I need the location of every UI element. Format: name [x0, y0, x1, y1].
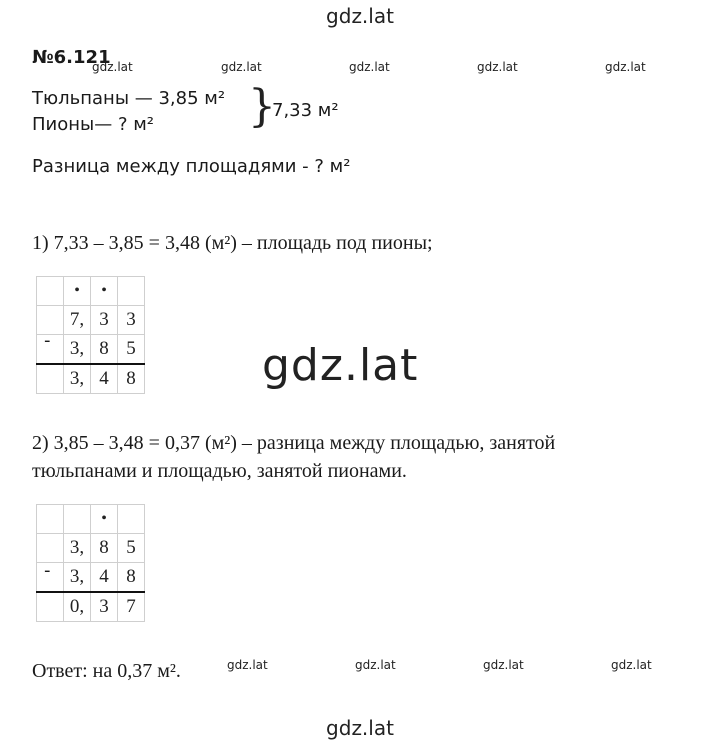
subtrahend-cell: 4 — [91, 563, 118, 593]
result-cell: 7 — [118, 592, 145, 622]
dot-cell — [118, 277, 145, 306]
dot-cell: • — [91, 277, 118, 306]
condition-total: 7,33 м² — [272, 100, 339, 121]
column-subtraction-1 — [36, 276, 145, 394]
condition-peonies: Пионы— ? м² — [32, 114, 155, 135]
watermark-small: gdz.lat — [611, 658, 652, 672]
dot-cell: • — [91, 505, 118, 534]
subtrahend-cell: 3, — [64, 335, 91, 365]
result-cell — [37, 592, 64, 622]
subtrahend-cell: 5 — [118, 335, 145, 365]
watermark-bottom: gdz.lat — [326, 716, 394, 740]
watermark-small: gdz.lat — [355, 658, 396, 672]
minuend-cell: 3 — [118, 306, 145, 335]
task-number: №6.121 — [32, 47, 111, 68]
answer: Ответ: на 0,37 м². — [32, 660, 181, 682]
dot-cell — [118, 505, 145, 534]
condition-tulips: Тюльпаны — 3,85 м² — [32, 88, 226, 109]
dot-cell — [37, 505, 64, 534]
step-2-line-1: 2) 3,85 – 3,48 = 0,37 (м²) – разница между площадью, занятой — [32, 432, 556, 454]
minuend-cell: 5 — [118, 534, 145, 563]
watermark-small: gdz.lat — [483, 658, 524, 672]
column-subtraction-2 — [36, 504, 145, 622]
step-2-line-2: тюльпанами и площадью, занятой пионами. — [32, 460, 407, 482]
subtrahend-cell: 8 — [118, 563, 145, 593]
result-cell: 0, — [64, 592, 91, 622]
curly-brace-icon: } — [248, 81, 276, 132]
watermark-center: gdz.lat — [262, 340, 419, 391]
condition-difference: Разница между площадями - ? м² — [32, 156, 351, 177]
dot-cell — [64, 505, 91, 534]
minus-sign: - — [44, 330, 51, 351]
minuend-cell: 8 — [91, 534, 118, 563]
result-cell: 3 — [91, 592, 118, 622]
watermark-small: gdz.lat — [92, 60, 133, 74]
minus-sign: - — [44, 560, 51, 581]
dot-cell: • — [64, 277, 91, 306]
subtrahend-cell: 8 — [91, 335, 118, 365]
result-cell: 8 — [118, 364, 145, 394]
watermark-small: gdz.lat — [605, 60, 646, 74]
watermark-top: gdz.lat — [326, 4, 394, 28]
subtrahend-cell: 3, — [64, 563, 91, 593]
minuend-cell: 3, — [64, 534, 91, 563]
watermark-small: gdz.lat — [227, 658, 268, 672]
result-cell: 3, — [64, 364, 91, 394]
watermark-small: gdz.lat — [349, 60, 390, 74]
watermark-small: gdz.lat — [477, 60, 518, 74]
result-cell: 4 — [91, 364, 118, 394]
minuend-cell — [37, 534, 64, 563]
dot-cell — [37, 277, 64, 306]
watermark-small: gdz.lat — [221, 60, 262, 74]
minuend-cell: 7, — [64, 306, 91, 335]
step-1: 1) 7,33 – 3,85 = 3,48 (м²) – площадь под пионы; — [32, 232, 433, 254]
result-cell — [37, 364, 64, 394]
minuend-cell: 3 — [91, 306, 118, 335]
